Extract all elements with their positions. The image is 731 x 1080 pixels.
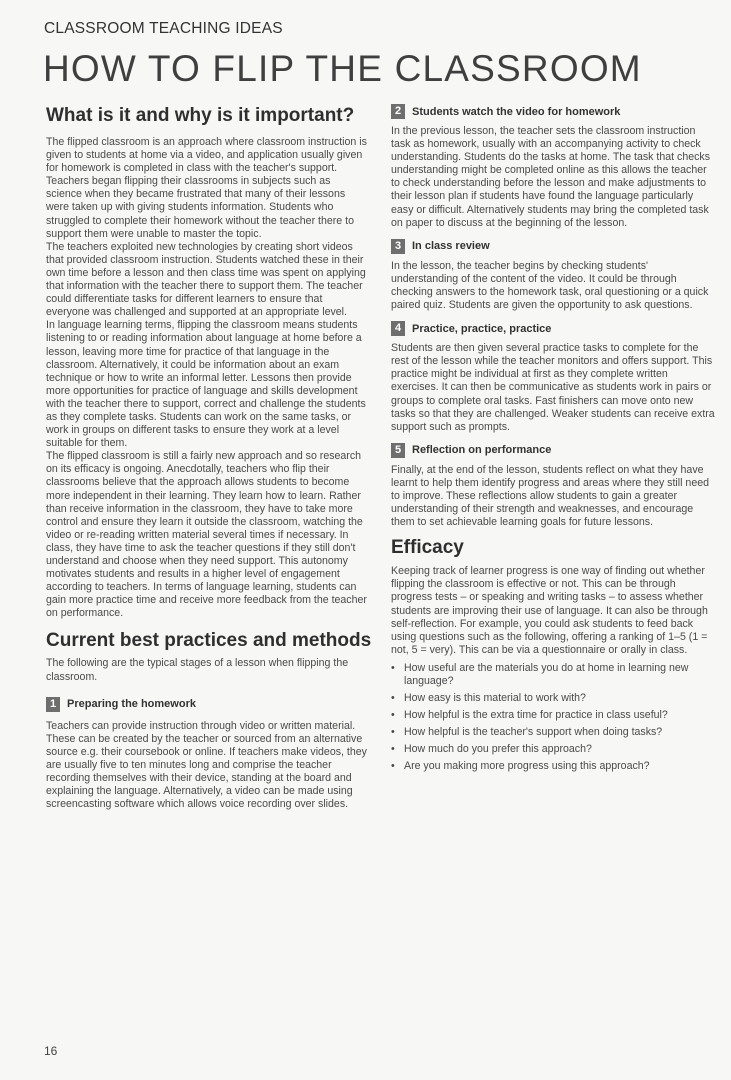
- stage-heading: [391, 321, 715, 336]
- what-paragraph: Teachers began flipping their classrooms in subjects such as science when they became frustrated that many of their lessons were taken up with giving students information. Students who struggled to complete their homework without the teacher there to support them were unable to master the topic.: [46, 175, 354, 240]
- stage-text: In the previous lesson, the teacher sets the classroom instruction task as homework, usually with an accompanying activity to check understanding. Students do the tasks at home. The task that checks understanding might be completed online as this allows the teacher to check understanding before the lesson and make adjustments to their lesson plan if students have found the language particularly easy or difficult. Alternatively students may bring the completed task on paper to discuss at the beginning of the lesson.: [391, 125, 710, 229]
- list-item: • How useful are the materials you do at home in learning new language?: [391, 661, 689, 687]
- stage-text: Students are then given several practice tasks to complete for the rest of the lesson while the teacher monitors and offers support. This practice might be individual at first as they complete written exercises. It can then be communicative as students work in pairs or groups to complete oral tasks. Fast finishers can move onto new tasks so that they are challenged. Weaker students can receive extra support such as prompts.: [391, 342, 715, 433]
- stage-title: Preparing the homework: [67, 698, 196, 711]
- what-heading: What is it and why is it important?: [46, 105, 355, 126]
- list-item: • How helpful is the teacher's support when doing tasks?: [391, 726, 663, 739]
- bullet-icon: •: [391, 709, 395, 722]
- bullet-icon: •: [391, 726, 395, 739]
- list-item: • How helpful is the extra time for practice in class useful?: [391, 709, 668, 722]
- practices-heading: Current best practices and methods: [46, 630, 372, 652]
- question-list: [391, 662, 715, 774]
- what-paragraph: The flipped classroom is still a fairly new approach and so research on its efficacy is ongoing. Anecdotally, teachers who flip their classrooms believe that the approach allows students to become more independent in their learning. They learn how to learn. Rather than receive information in the classroom, they have to take more control and ensure they learn it outside the classroom, watching the video or re-reading written material several times if necessary. In class, they have time to ask the teacher questions if they still don't understand and choose when they need support. This autonomy motivates students and results in a higher level of engagement according to teachers. In terms of language learning, students can gain more practice time and receive more feedback from the teacher on performance.: [46, 450, 367, 620]
- stage-number-badge: 1: [46, 697, 60, 712]
- stage-2: [391, 104, 715, 230]
- stage-title: In class review: [412, 240, 490, 253]
- list-item: • How easy is this material to work with?: [391, 692, 586, 705]
- stage-3: [391, 239, 715, 312]
- page-title: HOW TO FLIP THE CLASSROOM: [43, 48, 642, 89]
- list-item: • How much do you prefer this approach?: [391, 743, 592, 756]
- stage-number-badge: 5: [391, 443, 405, 458]
- what-paragraph: The flipped classroom is an approach where classroom instruction is given to students at home via a video, and application usually given for homework is completed in class with the teacher's support.: [46, 136, 367, 175]
- bullet-icon: •: [391, 661, 395, 674]
- right-column: [391, 104, 715, 778]
- stage-number-badge: 2: [391, 104, 405, 119]
- bullet-icon: •: [391, 743, 395, 756]
- stage-title: Students watch the video for homework: [412, 105, 621, 118]
- stage-text: Finally, at the end of the lesson, students reflect on what they have learnt to help them identify progress and areas where they still need to improve. These reflections allow students to gain a greater understanding of their strength and weaknesses, and encourage them to set achievable learning goals for future lessons.: [391, 463, 709, 529]
- page-number: 16: [44, 1044, 58, 1058]
- stage-heading: [46, 697, 368, 712]
- efficacy-heading: Efficacy: [391, 537, 464, 559]
- stage-number-badge: 3: [391, 239, 405, 254]
- bullet-icon: •: [391, 692, 395, 705]
- efficacy-text: Keeping track of learner progress is one way of finding out whether flipping the classroom is effective or not. This can be through progress tests – or speaking and writing tasks – to assess whether students are improving their use of language. It can also be through self-reflection. For example, you could ask students to feed back using questions such as the following, offering a ranking of 1–5 (1 = not, 5 = very). This can be via a questionnaire or orally in class.: [391, 565, 708, 656]
- practices-intro: The following are the typical stages of a lesson when flipping the classroom.: [46, 657, 349, 683]
- section-eyebrow: CLASSROOM TEACHING IDEAS: [44, 20, 283, 37]
- stage-5: [391, 443, 715, 529]
- bullet-icon: •: [391, 760, 395, 773]
- stage-text: Teachers can provide instruction through video or written material. These can be created by the teacher or sourced from an alternative source e.g. their coursebook or online. If teachers make videos, they are usually five to ten minutes long and comprise the teacher recording themselves with their device, standing at the board and explaining the language. Alternatively, a video can be made using screencasting software which allows voice recording over slides.: [46, 719, 367, 811]
- left-column: [46, 105, 372, 811]
- list-item: • Are you making more progress using this approach?: [391, 760, 650, 773]
- stage-title: Reflection on performance: [412, 444, 552, 457]
- stage-text: In the lesson, the teacher begins by checking students' understanding of the content of the video. It could be through checking answers to the homework task, oral questioning or a quick paired quiz. Students are given the opportunity to ask questions.: [391, 259, 709, 312]
- what-paragraph: In language learning terms, flipping the classroom means students listening to or reading information about language at home before a lesson, leaving more time for practice of that language in the classroom. Alternatively, it could be information about an exam technique or how to write an informal letter. Lessons then provide more opportunities for practice of language and skills development with the teacher there to support, correct and challenge the students as they complete tasks. Students can work on the same tasks, or work in groups on different tasks to ensure they work at a level suitable for them.: [46, 319, 366, 450]
- stage-1: [46, 697, 368, 812]
- stage-4: [391, 321, 715, 434]
- what-paragraph: The teachers exploited new technologies by creating short videos that provided classroom instruction. Students watched these in their own time before a lesson and then class time was spent on applying that information with the teacher there to support them. The teacher could differentiate tasks for different learners to ensure that everyone was challenged and supported at an appropriate level.: [46, 240, 366, 319]
- stage-title: Practice, practice, practice: [412, 322, 552, 335]
- stage-heading: [391, 239, 715, 254]
- stage-heading: [391, 443, 715, 458]
- stage-number-badge: 4: [391, 321, 405, 336]
- stage-heading: [391, 104, 715, 119]
